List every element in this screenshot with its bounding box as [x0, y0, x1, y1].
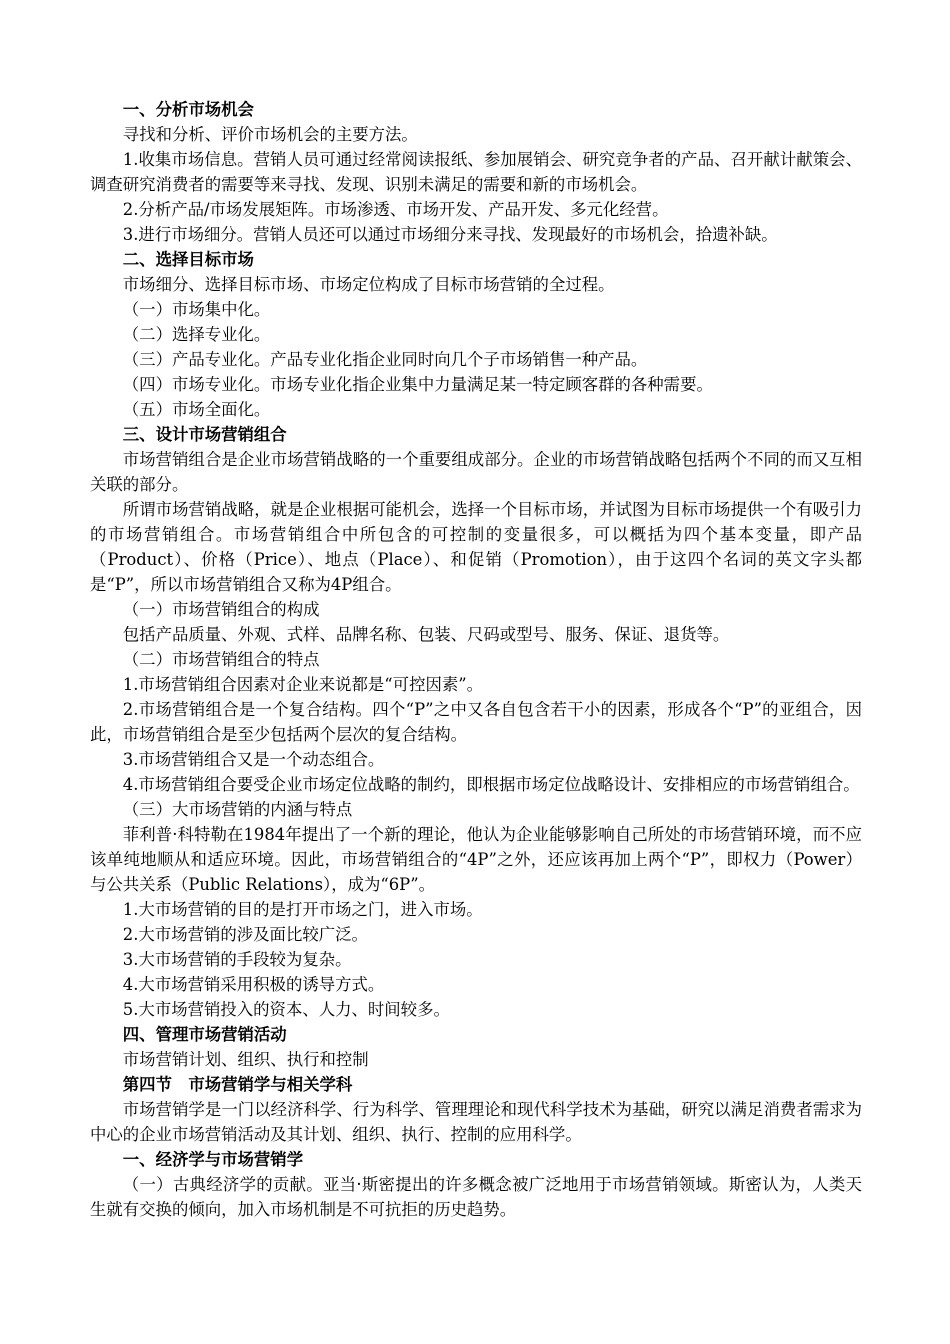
paragraph: 4.市场营销组合要受企业市场定位战略的制约，即根据市场定位战略设计、安排相应的市场营销组合。: [122, 775, 860, 794]
section-heading: 二、选择目标市场: [122, 250, 254, 269]
paragraph: 所谓市场营销战略，就是企业根据可能机会，选择一个目标市场，并试图为目标市场提供一个有吸引力的市场营销组合。市场营销组合中所包含的可控制的变量很多，可以概括为四个基本变量，即产品（Product）、价格（Price）、地点（Place）、和促销（Promotion），由于这四个名词的英文字头都是“P”，所以市场营销组合又称为4P组合。: [90, 500, 862, 594]
paragraph: 包括产品质量、外观、式样、品牌名称、包装、尺码或型号、服务、保证、退货等。: [122, 625, 730, 644]
paragraph: （四）市场专业化。市场专业化指企业集中力量满足某一特定顾客群的各种需要。: [122, 375, 713, 394]
paragraph: 菲利普·科特勒在1984年提出了一个新的理论，他认为企业能够影响自己所处的市场营销环境，而不应该单纯地顺从和适应环境。因此，市场营销组合的“4P”之外，还应该再加上两个“P”，即权力（Power）与公共关系（Public Relations），成为“6P”。: [90, 825, 862, 894]
paragraph: 1.大市场营销的目的是打开市场之门，进入市场。: [122, 900, 483, 919]
paragraph: （二）市场营销组合的特点: [122, 650, 320, 669]
paragraph: （一）市场营销组合的构成: [122, 600, 320, 619]
paragraph: 市场营销学是一门以经济科学、行为科学、管理理论和现代科学技术为基础，研究以满足消费者需求为中心的企业市场营销活动及其计划、组织、执行、控制的应用科学。: [90, 1100, 862, 1144]
paragraph: （二）选择专业化。: [122, 325, 271, 344]
paragraph: 3.进行市场细分。营销人员还可以通过市场细分来寻找、发现最好的市场机会，拾遗补缺。: [122, 225, 778, 244]
paragraph: 3.大市场营销的手段较为复杂。: [122, 950, 352, 969]
paragraph: （三）大市场营销的内涵与特点: [122, 800, 353, 819]
paragraph: 5.大市场营销投入的资本、人力、时间较多。: [122, 1000, 450, 1019]
section-heading: 一、分析市场机会: [122, 100, 254, 119]
paragraph: 市场细分、选择目标市场、市场定位构成了目标市场营销的全过程。: [122, 275, 615, 294]
paragraph: 3.市场营销组合又是一个动态组合。: [122, 750, 385, 769]
paragraph: 2.分析产品/市场发展矩阵。市场渗透、市场开发、产品开发、多元化经营。: [122, 200, 669, 219]
paragraph: （一）市场集中化。: [122, 300, 271, 319]
section-heading: 四、管理市场营销活动: [122, 1025, 287, 1044]
section-heading: 三、设计市场营销组合: [122, 425, 287, 444]
section-heading: 一、经济学与市场营销学: [122, 1150, 304, 1169]
paragraph: 2.市场营销组合是一个复合结构。四个“P”之中又各自包含若干小的因素，形成各个“P”的亚组合，因此，市场营销组合是至少包括两个层次的复合结构。: [90, 700, 862, 744]
paragraph: 市场营销计划、组织、执行和控制: [122, 1050, 369, 1069]
document-page: [90, 97, 862, 1222]
paragraph: （五）市场全面化。: [122, 400, 271, 419]
section-heading: 第四节 市场营销学与相关学科: [122, 1075, 353, 1094]
paragraph: 市场营销组合是企业市场营销战略的一个重要组成部分。企业的市场营销战略包括两个不同的而又互相关联的部分。: [90, 450, 862, 494]
paragraph: （一）古典经济学的贡献。亚当·斯密提出的许多概念被广泛地用于市场营销领域。斯密认为，人类天生就有交换的倾向，加入市场机制是不可抗拒的历史趋势。: [90, 1175, 862, 1219]
paragraph: 4.大市场营销采用积极的诱导方式。: [122, 975, 385, 994]
paragraph: 1.市场营销组合因素对企业来说都是“可控因素”。: [122, 675, 484, 694]
paragraph: 2.大市场营销的涉及面比较广泛。: [122, 925, 368, 944]
paragraph: 寻找和分析、评价市场机会的主要方法。: [122, 125, 418, 144]
paragraph: 1.收集市场信息。营销人员可通过经常阅读报纸、参加展销会、研究竞争者的产品、召开献计献策会、调查研究消费者的需要等来寻找、发现、识别未满足的需要和新的市场机会。: [90, 150, 862, 194]
paragraph: （三）产品专业化。产品专业化指企业同时向几个子市场销售一种产品。: [122, 350, 648, 369]
